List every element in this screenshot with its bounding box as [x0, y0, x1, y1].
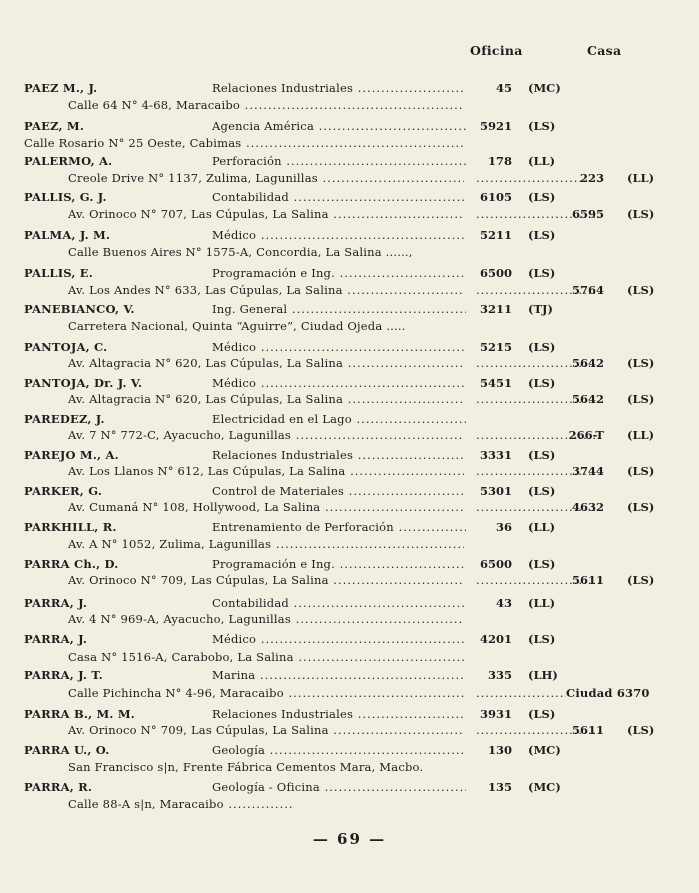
entry-name: PARRA B., M. M. — [24, 707, 135, 721]
entry-address: Carretera Nacional, Quinta “Aguirre”, Ciudad Ojeda ..... — [68, 319, 406, 333]
entry-address: Av. Los Andes N° 633, Las Cúpulas, La Salina — [68, 283, 343, 297]
entry-address: Calle 88-A s|n, Maracaibo — [68, 797, 224, 811]
entry-line — [0, 189, 699, 205]
address-line — [0, 391, 699, 407]
entry-line — [0, 153, 699, 169]
address-line — [0, 206, 699, 222]
home-location-code: (LS) — [627, 392, 655, 406]
entry-line — [0, 706, 699, 722]
entry-line — [0, 339, 699, 355]
office-extension: 178 — [487, 154, 512, 168]
office-extension: 5215 — [479, 340, 512, 354]
entry-name: PARRA, R. — [24, 780, 93, 794]
column-header-oficina: Oficina — [470, 43, 523, 58]
home-location-code: (LS) — [627, 283, 655, 297]
entry-address: Casa N° 1516-A, Carabobo, La Salina — [68, 650, 294, 664]
address-line — [0, 572, 699, 588]
entry-name: PAEZ, M. — [24, 119, 85, 133]
office-location-code: (MC) — [528, 81, 561, 95]
home-extension: 3744 — [571, 464, 604, 478]
entry-department: Geología - Oficina — [212, 780, 320, 794]
entry-address: Av. Altagracia N° 620, Las Cúpulas, La Salina — [68, 392, 344, 406]
entry-address: Av. Los Llanos N° 612, Las Cúpulas, La Salina — [68, 464, 346, 478]
entry-line — [0, 118, 699, 134]
entry-line — [0, 779, 699, 795]
entry-department: Perforación — [212, 154, 282, 168]
office-location-code: (LS) — [528, 266, 556, 280]
entry-department: Médico — [212, 228, 257, 242]
office-location-code: (LS) — [528, 228, 556, 242]
address-line — [0, 611, 699, 627]
office-extension: 3331 — [479, 448, 512, 462]
home-extension: 5611 — [571, 723, 604, 737]
address-line — [0, 318, 699, 334]
office-location-code: (LL) — [528, 520, 556, 534]
address-line — [0, 685, 699, 701]
entry-address: Creole Drive N° 1137, Zulima, Lagunillas — [68, 171, 318, 185]
entry-department: Agencia América — [212, 119, 314, 133]
entry-department: Relaciones Industriales — [212, 81, 354, 95]
entry-name: PAEZ M., J. — [24, 81, 98, 95]
entry-line — [0, 447, 699, 463]
entry-name: PARRA U., O. — [24, 743, 110, 757]
entry-name: PALLIS, G. J. — [24, 190, 107, 204]
entry-address: Av. Orinoco N° 709, Las Cúpulas, La Salina — [68, 723, 329, 737]
address-line — [0, 282, 699, 298]
column-header-casa: Casa — [587, 43, 622, 58]
entry-department: Contabilidad — [212, 596, 289, 610]
office-extension: 3931 — [479, 707, 512, 721]
office-extension: 6105 — [479, 190, 512, 204]
home-extension: 5611 — [571, 573, 604, 587]
office-extension: 335 — [487, 668, 512, 682]
entry-department: Electricidad en el Lago — [212, 412, 352, 426]
office-extension: 3211 — [479, 302, 512, 316]
office-location-code: (LL) — [528, 596, 556, 610]
entry-line — [0, 667, 699, 683]
office-extension: 43 — [495, 596, 512, 610]
entry-address: Av. 7 N° 772-C, Ayacucho, Lagunillas — [68, 428, 292, 442]
entry-line — [0, 227, 699, 243]
address-line — [0, 244, 699, 260]
entry-department: Relaciones Industriales — [212, 448, 354, 462]
entry-department: Programación e Ing. — [212, 557, 335, 571]
entry-address: Av. 4 N° 969-A, Ayacucho, Lagunillas — [68, 612, 291, 626]
address-line — [0, 796, 699, 812]
office-location-code: (LS) — [528, 340, 556, 354]
entry-address: Av. A N° 1052, Zulima, Lagunillas — [68, 537, 272, 551]
home-location-code: (LS) — [627, 356, 655, 370]
address-line — [0, 759, 699, 775]
home-extension: 5764 — [571, 283, 604, 297]
office-location-code: (LS) — [528, 707, 556, 721]
office-location-code: (LS) — [528, 557, 556, 571]
entry-department: Ing. General — [212, 302, 288, 316]
entry-line — [0, 483, 699, 499]
office-extension: 5301 — [479, 484, 512, 498]
office-extension: 6500 — [479, 557, 512, 571]
entry-name: PARRA, J. T. — [24, 668, 103, 682]
home-location-code: (LS) — [627, 573, 655, 587]
office-extension: 5211 — [479, 228, 512, 242]
entry-line — [0, 595, 699, 611]
address-line — [0, 97, 699, 113]
entry-address: Av. Altagracia N° 620, Las Cúpulas, La Salina — [68, 356, 344, 370]
home-extension: 223 — [579, 171, 604, 185]
entry-name: PARRA, J. — [24, 632, 88, 646]
office-extension: 4201 — [479, 632, 512, 646]
address-line — [0, 427, 699, 443]
entry-name: PARRA Ch., D. — [24, 557, 119, 571]
entry-address: Calle Pichincha N° 4-96, Maracaibo — [68, 686, 284, 700]
entry-address: Calle Rosario N° 25 Oeste, Cabimas — [24, 136, 242, 150]
address-line — [0, 170, 699, 186]
home-extension: 4632 — [571, 500, 604, 514]
entry-department: Médico — [212, 376, 257, 390]
office-location-code: (LS) — [528, 190, 556, 204]
office-extension: 130 — [487, 743, 512, 757]
entry-name: PAREJO M., A. — [24, 448, 119, 462]
entry-name: PARRA, J. — [24, 596, 88, 610]
home-city-phone: Ciudad 6370 — [566, 685, 678, 701]
entry-name: PANTOJA, Dr. J. V. — [24, 376, 143, 390]
entry-line — [0, 556, 699, 572]
entry-name: PALERMO, A. — [24, 154, 113, 168]
entry-name: PALLIS, E. — [24, 266, 93, 280]
home-location-code: (LL) — [627, 171, 655, 185]
entry-address: Av. Orinoco N° 709, Las Cúpulas, La Salina — [68, 573, 329, 587]
entry-line — [0, 301, 699, 317]
entry-line — [0, 80, 699, 96]
entry-department: Geología — [212, 743, 266, 757]
page-number: — 69 — — [312, 830, 387, 848]
address-line — [0, 463, 699, 479]
entry-line — [0, 375, 699, 391]
office-location-code: (LS) — [528, 119, 556, 133]
office-extension: 36 — [495, 520, 512, 534]
entry-address: Calle Buenos Aires N° 1575-A, Concordia, La Salina ......, — [68, 245, 413, 259]
office-location-code: (LS) — [528, 484, 556, 498]
entry-line — [0, 265, 699, 281]
entry-address: San Francisco s|n, Frente Fábrica Cementos Mara, Macbo. — [68, 760, 424, 774]
entry-department: Programación e Ing. — [212, 266, 335, 280]
office-extension: 6500 — [479, 266, 512, 280]
address-line — [0, 135, 699, 151]
entry-name: PALMA, J. M. — [24, 228, 111, 242]
home-location-code: (LS) — [627, 500, 655, 514]
home-extension: 5642 — [571, 356, 604, 370]
entry-name: PANEBIANCO, V. — [24, 302, 135, 316]
entry-department: Entrenamiento de Perforación — [212, 520, 394, 534]
office-extension: 5451 — [479, 376, 512, 390]
entry-department: Médico — [212, 340, 257, 354]
entry-address: Calle 64 N° 4-68, Maracaibo — [68, 98, 241, 112]
entry-name: PARKHILL, R. — [24, 520, 117, 534]
home-location-code: (LL) — [627, 428, 655, 442]
address-line — [0, 355, 699, 371]
office-location-code: (LS) — [528, 376, 556, 390]
office-extension: 5921 — [479, 119, 512, 133]
home-location-code: (LS) — [627, 464, 655, 478]
home-extension: 5642 — [571, 392, 604, 406]
entry-line — [0, 631, 699, 647]
entry-department: Médico — [212, 632, 257, 646]
entry-name: PAREDEZ, J. — [24, 412, 105, 426]
entry-department: Control de Materiales — [212, 484, 345, 498]
office-extension: 135 — [487, 780, 512, 794]
office-location-code: (MC) — [528, 780, 561, 794]
office-location-code: (MC) — [528, 743, 561, 757]
address-line — [0, 722, 699, 738]
address-line — [0, 536, 699, 552]
office-location-code: (LH) — [528, 668, 558, 682]
home-extension: 6595 — [571, 207, 604, 221]
address-line — [0, 649, 699, 665]
entry-address: Av. Orinoco N° 707, Las Cúpulas, La Salina — [68, 207, 329, 221]
home-extension: 266-T — [568, 428, 604, 442]
entry-line — [0, 519, 699, 535]
office-location-code: (TJ) — [528, 302, 553, 316]
entry-department: Marina — [212, 668, 256, 682]
address-line — [0, 499, 699, 515]
office-extension: 45 — [495, 81, 512, 95]
entry-name: PARKER, G. — [24, 484, 103, 498]
home-location-code: (LS) — [627, 723, 655, 737]
entry-address: Av. Cumaná N° 108, Hollywood, La Salina — [68, 500, 321, 514]
entry-department: Contabilidad — [212, 190, 289, 204]
entry-department: Relaciones Industriales — [212, 707, 354, 721]
office-location-code: (LS) — [528, 632, 556, 646]
entry-name: PANTOJA, C. — [24, 340, 108, 354]
entry-line — [0, 411, 699, 427]
home-location-code: (LS) — [627, 207, 655, 221]
entry-line — [0, 742, 699, 758]
office-location-code: (LS) — [528, 448, 556, 462]
office-location-code: (LL) — [528, 154, 556, 168]
